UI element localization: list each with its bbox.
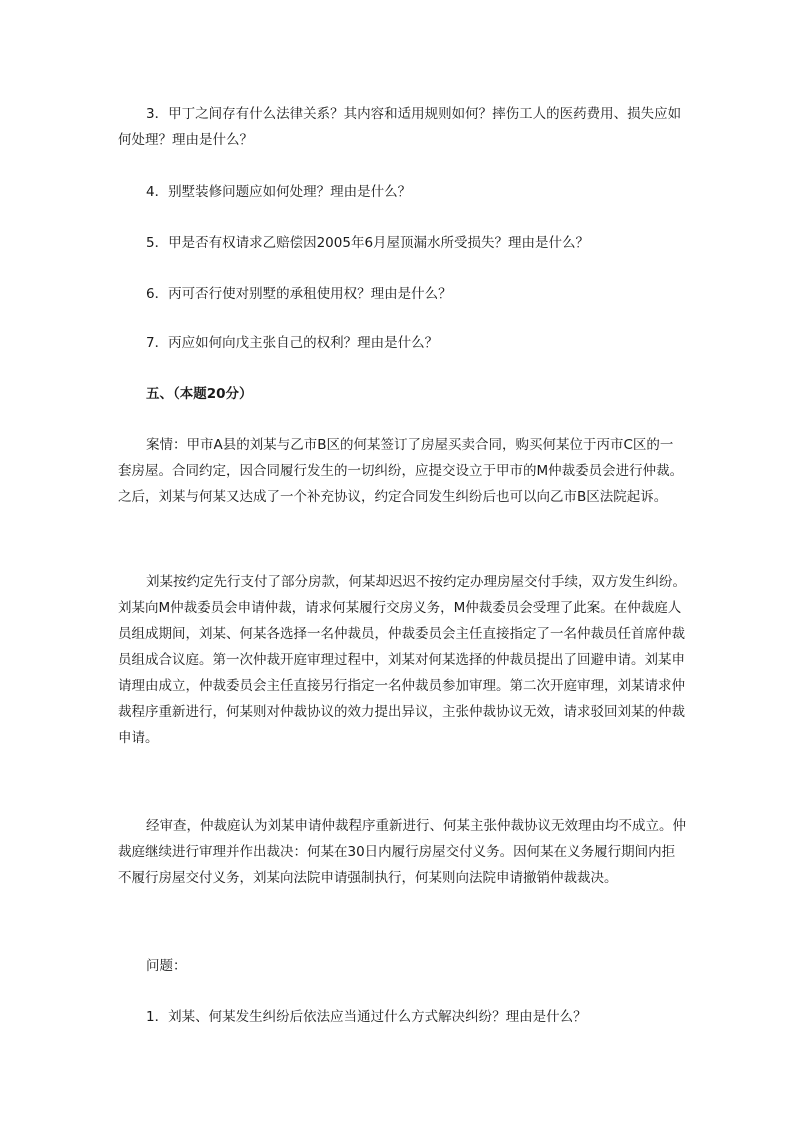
question-3: 3．甲丁之间存有什么法律关系？其内容和适用规则如何？摔伤工人的医药费用、损失应如何处理？理由是什么？ [118,106,682,148]
section-heading: 五、（本题20分） [146,386,253,402]
question-6: 6．丙可否行使对别墅的承租使用权？理由是什么？ [146,286,452,302]
case-paragraph-2: 刘某按约定先行支付了部分房款，何某却迟迟不按约定办理房屋交付手续，双方发生纠纷。刘某向M仲裁委员会申请仲裁，请求何某履行交房义务，M仲裁委员会受理了此案。在仲裁庭人员组成期间，刘某、何某各选择一名仲裁员，仲裁委员会主任直接指定了一名仲裁员任首席仲裁员组成合议庭。第一次仲裁开庭审理过程中，刘某对何某选择的仲裁员提出了回避申请。刘某申请理由成立，仲裁委员会主任直接另行指定一名仲裁员参加审理。第二次开庭审理，刘某请求仲裁程序重新进行，何某则对仲裁协议的效力提出异议，主张仲裁协议无效，请求驳回刘某的仲裁申请。 [118,574,686,746]
question-7: 7．丙应如何向戊主张自己的权利？理由是什么？ [146,335,439,351]
question-5: 5．甲是否有权请求乙赔偿因2005年6月屋顶漏水所受损失？理由是什么？ [146,235,590,251]
case-paragraph-3: 经审查，仲裁庭认为刘某申请仲裁程序重新进行、何某主张仲裁协议无效理由均不成立。仲裁庭继续进行审理并作出裁决：何某在30日内履行房屋交付义务。因何某在义务履行期间内拒不履行房屋交付义务，刘某向法院申请强制执行，何某则向法院申请撤销仲裁裁决。 [118,818,686,886]
case-paragraph-1: 案情：甲市A县的刘某与乙市B区的何某签订了房屋买卖合同，购买何某位于丙市C区的一套房屋。合同约定，因合同履行发生的一切纠纷，应提交设立于甲市的M仲裁委员会进行仲裁。之后，刘某与何某又达成了一个补充协议，约定合同发生纠纷后也可以向乙市B区法院起诉。 [118,437,684,505]
questions-label: 问题： [146,958,187,974]
question-4: 4．别墅装修问题应如何处理？理由是什么？ [146,184,412,200]
question-1: 1．刘某、何某发生纠纷后依法应当通过什么方式解决纠纷？理由是什么？ [146,1009,587,1025]
